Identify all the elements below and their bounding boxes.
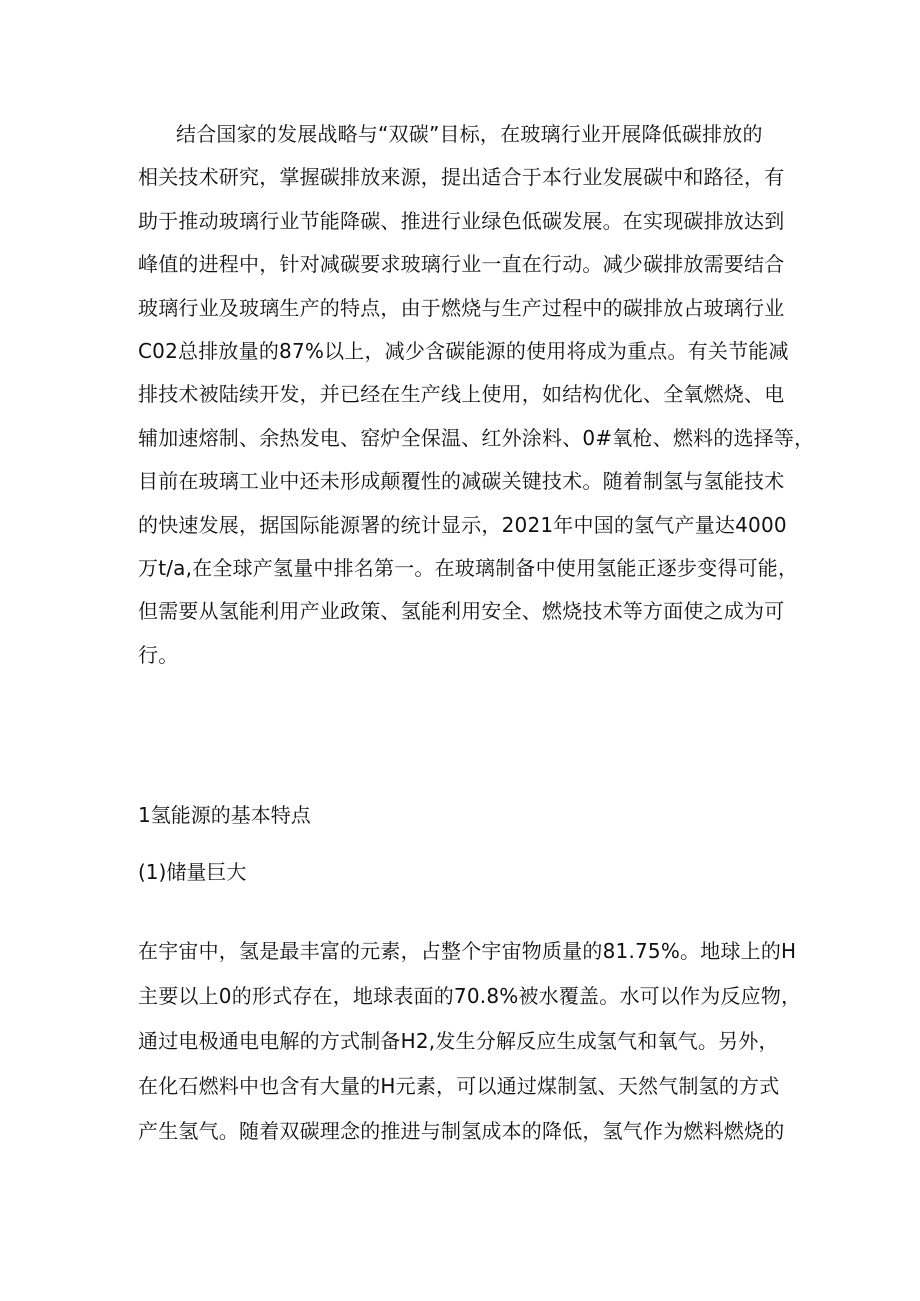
paragraph-line: 的快速发展，据国际能源署的统计显示，2021年中国的氢气产量达4000 [138,512,787,537]
section-heading: 1氢能源的基本特点 [138,803,311,827]
subsection-heading: (1)储量巨大 [138,860,247,884]
paragraph-line: 目前在玻璃工业中还未形成颠覆性的减碳关键技术。随着制氢与氢能技术 [138,469,785,494]
paragraph-line: 主要以上0的形式存在，地球表面的70.8%被水覆盖。水可以作为反应物， [138,984,802,1008]
paragraph-line: 在化石燃料中也含有大量的H元素，可以通过煤制氢、天然气制氢的方式 [138,1074,780,1098]
paragraph-line: 排技术被陆续开发，并已经在生产线上使用，如结构优化、全氧燃烧、电 [138,382,785,407]
intro-paragraph [138,113,815,677]
section-paragraph [138,929,802,1154]
paragraph-line: 辅加速熔制、余热发电、窑炉全保温、红外涂料、0#氧枪、燃料的选择等， [138,425,815,450]
paragraph-line: 产生氢气。随着双碳理念的推进与制氢成本的降低，氢气作为燃料燃烧的 [138,1119,785,1143]
paragraph-line: 万t/a,在全球产氢量中排名第一。在玻璃制备中使用氢能正逐步变得可能， [138,555,799,580]
paragraph-line: 但需要从氢能利用产业政策、氢能利用安全、燃烧技术等方面使之成为可 [138,599,785,624]
paragraph-line: 通过电极通电电解的方式制备H2,发生分解反应生成氢气和氧气。另外， [138,1029,779,1053]
paragraph-line: 峰值的进程中，针对减碳要求玻璃行业一直在行动。减少碳排放需要结合 [138,252,785,277]
paragraph-line: 玻璃行业及玻璃生产的特点，由于燃烧与生产过程中的碳排放占玻璃行业 [138,295,785,320]
paragraph-line: 相关技术研究，掌握碳排放来源，提出适合于本行业发展碳中和路径，有 [138,165,785,190]
paragraph-line: 在宇宙中，氢是最丰富的元素，占整个宇宙物质量的81.75%。地球上的H [138,939,797,963]
paragraph-line: C02总排放量的87%以上，减少含碳能源的使用将成为重点。有关节能减 [138,338,789,363]
paragraph-line: 结合国家的发展战略与“双碳”目标，在玻璃行业开展降低碳排放的 [176,122,763,146]
paragraph-line: 行。 [138,642,179,667]
paragraph-line: 助于推动玻璃行业节能降碳、推进行业绿色低碳发展。在实现碳排放达到 [138,208,785,233]
